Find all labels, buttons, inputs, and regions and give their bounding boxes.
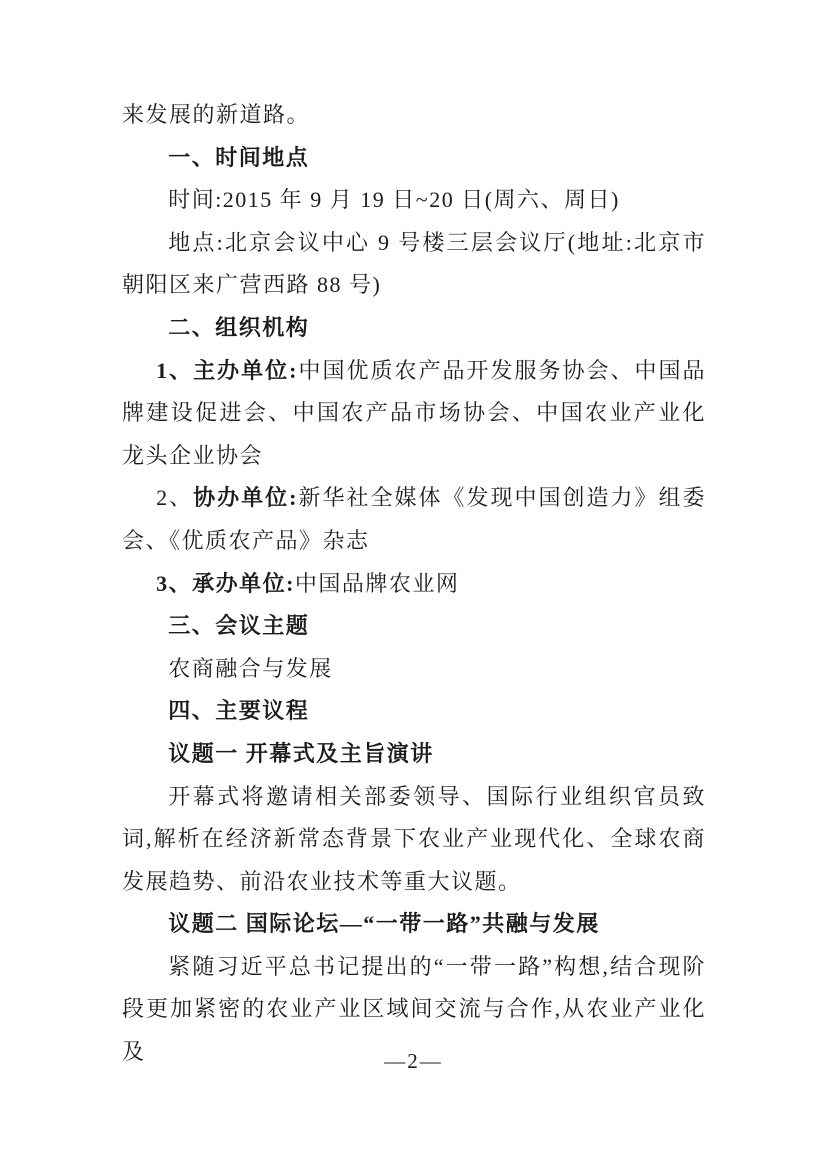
heading-3-theme: [122, 605, 706, 648]
para-host-units: [122, 350, 706, 478]
para-time: [122, 179, 706, 222]
text-run: 议题一 开幕式及主旨演讲: [168, 740, 434, 766]
para-undertaker: [122, 563, 706, 606]
para-continuation: [122, 94, 706, 137]
para-co-organizers: [122, 477, 706, 562]
para-place: [122, 222, 706, 307]
heading-2-organization: [122, 307, 706, 350]
page-number: —2—: [384, 1049, 443, 1073]
text-run: 一、时间地点: [168, 144, 310, 170]
text-run: 新华社全媒体《发现中国创造力》组委会、《优质农产品》杂志: [122, 485, 706, 553]
text-run: 开幕式将邀请相关部委领导、国际行业组织官员致词,解析在经济新常态背景下农业产业现代化、全球农商发展趋势、前沿农业技术等重大议题。: [122, 783, 706, 894]
text-run: 中国优质农产品开发服务协会、中国品牌建设促进会、中国农产品市场协会、中国农业产业化龙头企业协会: [122, 357, 706, 468]
para-topic-1-desc: [122, 776, 706, 904]
text-run: 二、组织机构: [168, 314, 310, 340]
heading-4-agenda: [122, 690, 706, 733]
text-run: 地点:北京会议中心 9 号楼三层会议厅(地址:北京市朝阳区来广营西路 88 号): [122, 229, 706, 298]
text-run: 议题二 国际论坛—“一带一路”共融与发展: [168, 911, 600, 937]
label-co-organizers: 协办单位:: [193, 485, 298, 511]
subheading-topic-1: [122, 733, 706, 776]
text-run: 四、主要议程: [168, 698, 310, 724]
text-run: 时间:2015 年 9 月 19 日~20 日(周六、周日): [168, 187, 620, 213]
text-run: 来发展的新道路。: [122, 102, 311, 127]
label-undertaker: 3、承办单位:: [156, 570, 295, 596]
subheading-topic-2: [122, 903, 706, 946]
text-run: 紧随习近平总书记提出的“一带一路”构想,结合现阶段更加紧密的农业产业区域间交流与合作,从农业产业化及: [122, 953, 706, 1065]
text-run: 2、: [156, 485, 194, 511]
label-host-units: 1、主办单位:: [156, 357, 298, 383]
text-run: 三、会议主题: [168, 613, 310, 639]
text-run: 农商融合与发展: [168, 655, 333, 681]
heading-1-time-place: [122, 137, 706, 180]
text-run: 中国品牌农业网: [294, 570, 460, 596]
document-body: [122, 94, 706, 1074]
para-theme: [122, 648, 706, 691]
